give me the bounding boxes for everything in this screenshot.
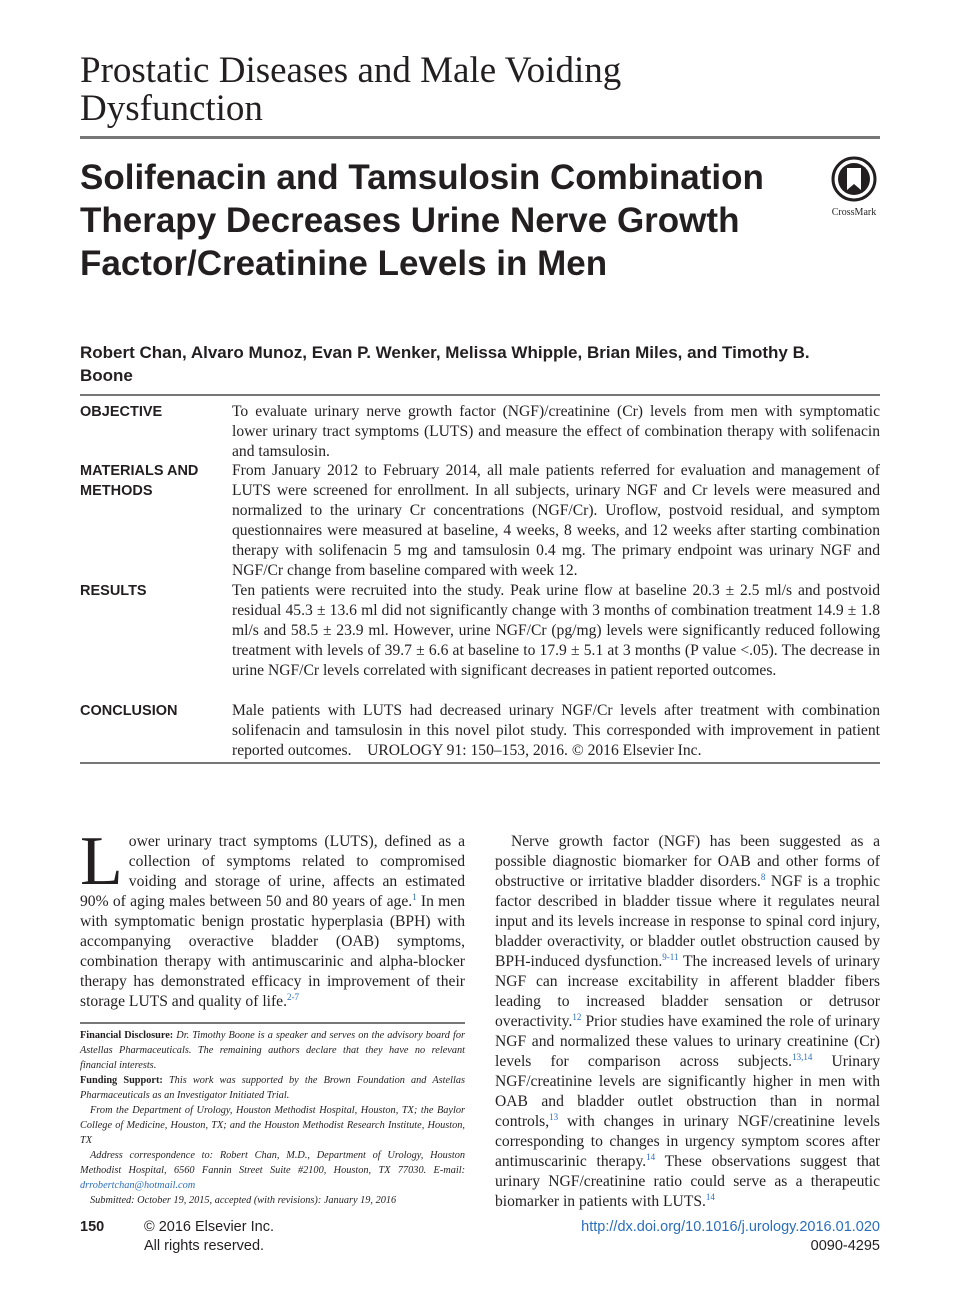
body-sentence: NGF is a trophic factor described in bladder tissue where it regulates neural input and its levels increase in response to spinal cord injury, bladder overactivity, or bladder outlet obstruction caused by BPH-induced dysfunction. [495,873,881,970]
submission-dates: Submitted: October 19, 2015, accepted (with revisions): January 19, 2016 [90,1195,397,1206]
body-sentence: Urinary NGF/creatinine levels are significantly higher in men with OAB and bladder outlet obstruction than in normal controls, [495,1053,880,1130]
funding-label: Funding Support: [80,1075,163,1086]
journal-name: Prostatic Diseases and Male Voiding Dysfunction [80,50,622,129]
ref-link[interactable]: 13 [549,1111,559,1122]
ref-link[interactable]: 9-11 [662,951,679,962]
crossmark-badge[interactable] [818,156,890,218]
header-rule [80,136,880,139]
body-sentence: Nerve growth factor (NGF) has been suggested as a possible diagnostic biomarker for OAB and other forms of obstructive or irritative bladder disorders. [495,833,880,890]
ref-link[interactable]: 8 [760,871,766,882]
correspondence: Address correspondence to: Robert Chan, M.D., Department of Urology, Houston Methodist Hospital, 6560 Fannin Street Suite #2100, Houston, TX 77030. E-mail: [80,1150,465,1176]
financial-disclosure-label: Financial Disclosure: [80,1030,174,1041]
methods-label [80,461,225,501]
crossmark-icon [831,156,877,202]
copyright-block [144,1218,274,1256]
email-link[interactable]: drrobertchan@hotmail.com [80,1180,196,1191]
financial-disclosure-text: Dr. Timothy Boone is a speaker and serves on the advisory board for Astellas Pharmaceuticals. The remaining authors declare that they have no relevant financial interests. [80,1030,465,1071]
body-sentence: with changes in urinary NGF/creatinine levels corresponding to changes in urgency symptom scores after antimuscarinic therapy. [495,1113,880,1170]
crossmark-label: CrossMark [831,207,877,218]
affiliation: From the Department of Urology, Houston Methodist Hospital, Houston, TX; the Baylor College of Medicine, Houston, TX; and the Houston Methodist Research Institute, Houston, TX [80,1105,465,1146]
ref-link[interactable]: 14 [705,1191,715,1202]
rights: All rights reserved. [144,1238,265,1254]
intro-para-1a: ower urinary tract symptoms (LUTS), defined as a collection of symptoms related to compromised voiding and storage of urine, affects an estimated 90% of aging males between 50 and 80 years of age. [80,833,465,910]
methods-label-line-1: MATERIALS AND [80,463,199,479]
doi-block [581,1218,880,1256]
ref-link[interactable]: 1 [412,891,417,902]
copyright: © 2016 Elsevier Inc. [144,1219,274,1235]
conclusion-label: CONCLUSION [80,703,178,719]
results-text: Ten patients were recruited into the study. Peak urine flow at baseline 20.3 ± 2.5 ml/s and postvoid residual 45.3 ± 13.6 ml did not significantly change with 3 months of combination treatment 14.9 ± 1.8 ml/s and 58.5 ± 23.9 ml. However, urine NGF/Cr (pg/mg) levels were significantly reduced following treatment with levels of 39.7 ± 6.6 at baseline to 17.9 ± 5.1 at 3 months (P value <.05). The decrease in urine NGF/Cr levels correlated with significant decreases in patient reported outcomes. [232,582,880,679]
methods-label-line-2: METHODS [80,483,153,499]
body-sentence: The increased levels of urinary NGF can increase excitability in afferent bladder fibers leading to increased bladder sensation or detrusor overactivity. [495,953,880,1030]
ref-link[interactable]: 13,14 [792,1051,813,1062]
ref-link[interactable]: 12 [572,1011,582,1022]
author-list: Robert Chan, Alvaro Munoz, Evan P. Wenker, Melissa Whipple, Brian Miles, and Timothy B. Boone [80,343,810,385]
funding-text: This work was supported by the Brown Foundation and Astellas Pharmaceuticals as an Investigator Initiated Trial. [80,1075,465,1101]
body-left-column [80,823,465,1012]
results-label: RESULTS [80,583,147,599]
citation: UROLOGY 91: 150–153, 2016. © 2016 Elsevier Inc. [367,742,702,759]
footnote-rule [80,1022,465,1024]
article-title: Solifenacin and Tamsulosin Combination Therapy Decreases Urine Nerve Growth Factor/Creatinine Levels in Men [80,158,764,283]
conclusion-text [232,701,880,761]
abstract-top-rule [80,394,880,396]
objective-label: OBJECTIVE [80,404,163,420]
methods-text: From January 2012 to February 2014, all male patients referred for evaluation and management of LUTS were screened for enrollment. In all subjects, urinary NGF and Cr levels were measured and normalized to the urinary Cr concentrations (NGF/Cr). Uroflow, postvoid residual, and symptom questionnaires were measured at baseline, 4 weeks, 8 weeks, and 12 weeks after starting combination therapy with solifenacin 5 mg and tamsulosin 0.4 mg. The primary endpoint was urinary NGF and NGF/Cr change from baseline compared with week 12. [232,462,880,579]
ref-link[interactable]: 14 [646,1151,656,1162]
abstract-bottom-rule [80,762,880,764]
body-right-column [495,832,880,1212]
intro-para-1b: In men with symptomatic benign prostatic hyperplasia (BPH) with accompanying overactive bladder (OAB) symptoms, combination therapy with antimuscarinic and alpha-blocker therapy has demonstrated efficacy in improvement of their storage LUTS and quality of life. [80,893,465,1010]
objective-text: To evaluate urinary nerve growth factor (NGF)/creatinine (Cr) levels from men with symptomatic lower urinary tract symptoms (LUTS) and measure the effect of combination therapy with solifenacin and tamsulosin. [232,403,880,460]
page-number: 150 [80,1219,105,1235]
doi-link[interactable]: http://dx.doi.org/10.1016/j.urology.2016.01.020 [581,1219,880,1235]
body-sentence: Prior studies have examined the role of urinary NGF and normalized these values to urinary creatinine (Cr) levels for comparison across subjects. [495,1013,880,1070]
drop-cap: L [80,823,123,900]
body-sentence: These observations suggest that urinary NGF/creatinine ratio could serve as a therapeutic biomarker in patients with LUTS. [495,1153,881,1210]
ref-link[interactable]: 2-7 [287,991,299,1002]
conclusion-body: Male patients with LUTS had decreased urinary NGF/Cr levels after treatment with combination solifenacin and tamsulosin in this novel pilot study. This corresponded with improvement in patient reported outcomes. [232,702,880,759]
issn: 0090-4295 [810,1238,880,1254]
footnotes [80,1028,465,1208]
